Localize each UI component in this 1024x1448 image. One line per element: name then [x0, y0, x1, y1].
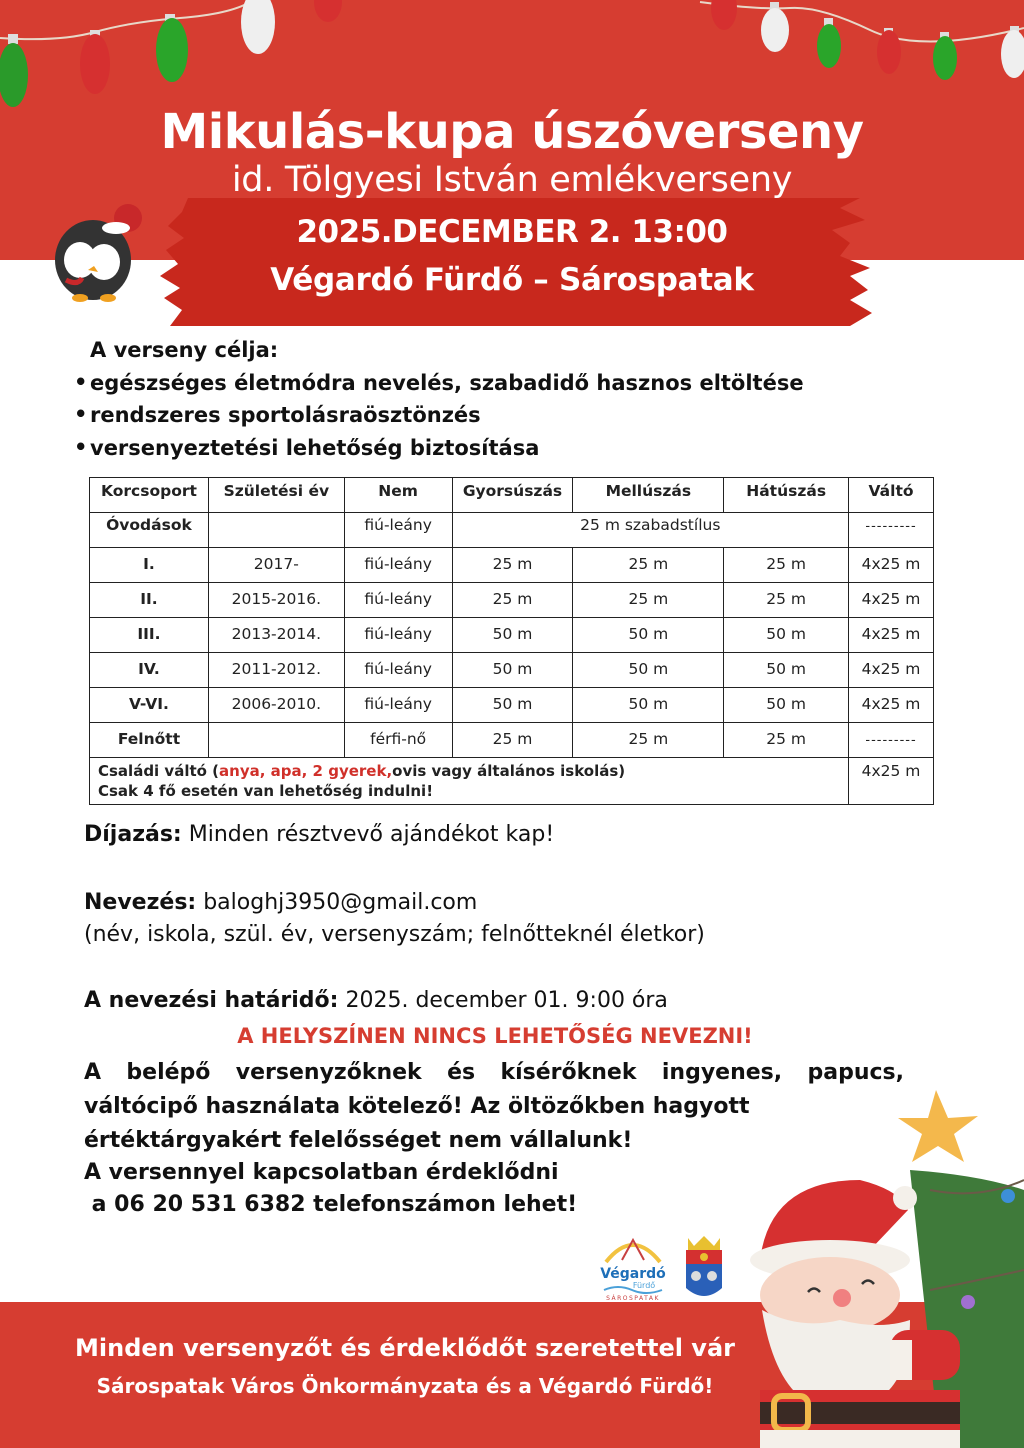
deadline-label: A nevezési határidő: — [84, 988, 339, 1013]
column-header: Gyorsúszás — [452, 478, 573, 513]
gender-cell: fiú-leány — [344, 618, 452, 653]
table-header-row — [90, 478, 934, 513]
light-bulb-icon — [80, 30, 110, 94]
breaststroke-cell: 25 m — [573, 583, 724, 618]
goal-item: • versenyeztetési lehetőség biztosítása — [72, 432, 804, 465]
year-cell: 2011-2012. — [208, 653, 344, 688]
goals-title: A verseny célja: — [90, 338, 279, 362]
category-cell: IV. — [90, 653, 209, 688]
freestyle-cell: 50 m — [452, 618, 573, 653]
deadline-text: 2025. december 01. 9:00 óra — [338, 988, 668, 1013]
rules-line: A versennyel kapcsolatban érdeklődni — [84, 1160, 559, 1185]
freestyle-cell: 25 m — [452, 583, 573, 618]
category-cell: II. — [90, 583, 209, 618]
breaststroke-cell: 50 m — [573, 688, 724, 723]
breaststroke-cell: 50 m — [573, 653, 724, 688]
relay-cell: 4x25 m — [849, 653, 934, 688]
event-date: 2025.DECEMBER 2. 13:00 — [296, 214, 728, 250]
relay-cell: 4x25 m — [849, 548, 934, 583]
light-bulb-icon — [711, 0, 737, 30]
goal-item: • egészséges életmódra nevelés, szabadidő hasznos eltöltése — [72, 367, 804, 400]
gender-cell: fiú-leány — [344, 513, 452, 548]
freestyle-cell: 25 m — [452, 723, 573, 758]
year-cell — [208, 513, 344, 548]
prizes-text: Minden résztvevő ajándékot kap! — [181, 822, 555, 847]
table-row — [90, 548, 934, 583]
table-row — [90, 618, 934, 653]
event-title: Mikulás-kupa úszóverseny — [160, 104, 864, 160]
entry-section — [84, 887, 705, 951]
family-relay-row — [90, 758, 934, 805]
rules-line: értéktárgyakért felelősséget nem vállalunk! — [84, 1128, 633, 1153]
age-group-table — [89, 477, 934, 805]
event-place: Végardó Fürdő – Sárospatak — [270, 262, 754, 298]
vegardo-furdo-logo — [598, 1232, 668, 1304]
light-bulb-icon — [156, 14, 188, 82]
column-header: Váltó — [849, 478, 934, 513]
column-header: Hátúszás — [724, 478, 849, 513]
year-cell: 2015-2016. — [208, 583, 344, 618]
backstroke-cell: 50 m — [724, 688, 849, 723]
goal-item: • rendszeres sportolásraösztönzés — [72, 399, 804, 432]
family-relay-label: Családi váltó ( — [98, 762, 220, 780]
breaststroke-cell: 25 m — [573, 548, 724, 583]
relay-cell: --------- — [849, 513, 934, 548]
category-cell: Felnőtt — [90, 723, 209, 758]
table-row — [90, 653, 934, 688]
relay-cell: --------- — [849, 723, 934, 758]
family-relay-note: Csak 4 fő esetén van lehetőség indulni! — [98, 782, 434, 800]
category-cell: I. — [90, 548, 209, 583]
spa-city: SÁROSPATAK — [606, 1295, 660, 1302]
light-bulb-icon — [933, 32, 957, 80]
relay-cell: 4x25 m — [849, 583, 934, 618]
category-cell: III. — [90, 618, 209, 653]
penguin-illustration — [48, 198, 148, 303]
table-row — [90, 723, 934, 758]
breaststroke-cell: 25 m — [573, 723, 724, 758]
christmas-lights-decoration — [0, 0, 1024, 120]
table-row — [90, 583, 934, 618]
rules-line: A belépő versenyzőknek és kísérőknek ingyenes, papucs, — [84, 1060, 904, 1085]
column-header: Korcsoport — [90, 478, 209, 513]
entry-label: Nevezés: — [84, 890, 197, 915]
family-relay-highlight: anya, apa, 2 gyerek, — [219, 762, 393, 780]
logos — [598, 1232, 728, 1304]
column-header: Születési év — [208, 478, 344, 513]
family-relay-rest: ovis vagy általános iskolás) — [392, 762, 626, 780]
prizes-line — [84, 822, 554, 847]
category-cell: V-VI. — [90, 688, 209, 723]
prizes-label: Díjazás: — [84, 822, 182, 847]
category-cell: Óvodások — [90, 513, 209, 548]
table-row — [90, 688, 934, 723]
freestyle-cell: 50 m — [452, 653, 573, 688]
spa-name: Végardó — [600, 1266, 666, 1282]
sarospatak-coat-of-arms-icon — [680, 1232, 728, 1304]
year-cell: 2017- — [208, 548, 344, 583]
gender-cell: fiú-leány — [344, 688, 452, 723]
backstroke-cell: 25 m — [724, 583, 849, 618]
goals-section — [72, 334, 804, 464]
column-header: Mellúszás — [573, 478, 724, 513]
backstroke-cell: 50 m — [724, 618, 849, 653]
light-bulb-icon — [1001, 26, 1024, 78]
footer-hosts: Sárospatak Város Önkormányzata és a Végardó Fürdő! — [96, 1374, 714, 1398]
event-subtitle: id. Tölgyesi István emlékverseny — [231, 160, 793, 200]
santa-with-tree-illustration — [740, 1080, 1024, 1448]
footer-invitation: Minden versenyzőt és érdeklődőt szeretettel vár — [75, 1334, 735, 1362]
gender-cell: fiú-leány — [344, 583, 452, 618]
light-bulb-icon — [241, 0, 275, 54]
contact-phone-line: a 06 20 531 6382 telefonszámon lehet! — [84, 1192, 578, 1217]
entry-details: (név, iskola, szül. év, versenyszám; felnőtteknél életkor) — [84, 922, 705, 947]
no-onsite-entry-warning: A HELYSZÍNEN NINCS LEHETŐSÉG NEVEZNI! — [237, 1024, 753, 1048]
year-cell — [208, 723, 344, 758]
year-cell: 2006-2010. — [208, 688, 344, 723]
column-header: Nem — [344, 478, 452, 513]
gender-cell: fiú-leány — [344, 653, 452, 688]
family-relay-cell — [90, 758, 849, 805]
relay-cell: 4x25 m — [849, 688, 934, 723]
freestyle-cell: 50 m — [452, 688, 573, 723]
gender-cell: fiú-leány — [344, 548, 452, 583]
deadline-line — [84, 988, 668, 1013]
relay-cell: 4x25 m — [849, 758, 934, 805]
events-cell: 25 m szabadstílus — [452, 513, 849, 548]
backstroke-cell: 50 m — [724, 653, 849, 688]
spa-sub: Fürdő — [632, 1281, 656, 1290]
light-bulb-icon — [761, 2, 789, 52]
rules-line: váltócipő használata kötelező! Az öltözőkben hagyott — [84, 1094, 750, 1119]
gender-cell: férfi-nő — [344, 723, 452, 758]
year-cell: 2013-2014. — [208, 618, 344, 653]
relay-cell: 4x25 m — [849, 618, 934, 653]
breaststroke-cell: 50 m — [573, 618, 724, 653]
backstroke-cell: 25 m — [724, 723, 849, 758]
table-row — [90, 513, 934, 548]
light-bulb-icon — [817, 18, 841, 68]
light-bulb-icon — [314, 0, 342, 22]
entry-email[interactable]: baloghj3950@gmail.com — [196, 890, 478, 915]
backstroke-cell: 25 m — [724, 548, 849, 583]
freestyle-cell: 25 m — [452, 548, 573, 583]
light-bulb-icon — [0, 34, 28, 107]
